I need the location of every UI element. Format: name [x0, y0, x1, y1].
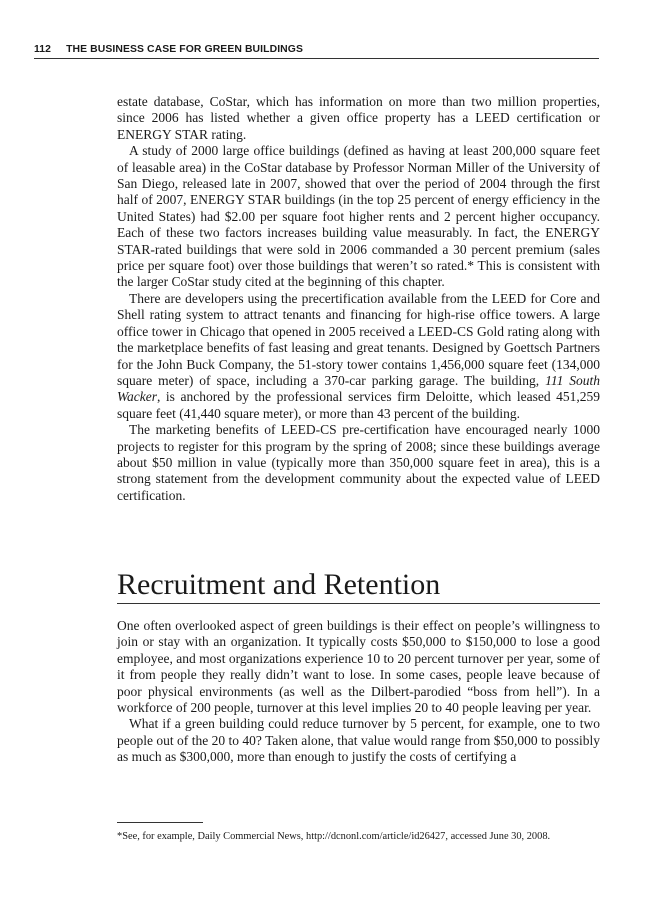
paragraph-leed-cs-text-a: There are developers using the precertification available from the LEED for Core and Shell rating system to attract tenants and financing for high-rise office towers. A large office tower in Chicago that opened in 2005 received a LEED-CS Gold rating along with the marketplace benefits of fast leasing and great tenants. Designed by Goettsch Partners for the John Buck Company, the 51-story tower contains 1,456,000 square feet (134,000 square meter) of space, including a 370-car parking garage. The building,	[117, 290, 600, 388]
running-header	[34, 44, 600, 55]
paragraph-continued: estate database, CoStar, which has information on more than two million properties, since 2006 has listed whether a given office property has a LEED certification or ENERGY STAR rating.	[117, 94, 600, 142]
footnote-rule	[117, 822, 203, 823]
footnote: *See, for example, Daily Commercial News, http://dcnonl.com/article/id26427, accessed June 30, 2008.	[117, 831, 551, 842]
building-name-italic: 111 South Wacker	[117, 372, 600, 405]
page-number: 112	[34, 44, 52, 55]
body-text-top	[117, 94, 600, 504]
header-rule	[34, 58, 599, 59]
body-text-section	[117, 618, 600, 766]
paragraph-leed-cs	[117, 291, 600, 422]
running-title: THE BUSINESS CASE FOR GREEN BUILDINGS	[66, 44, 303, 55]
paragraph-what-if: What if a green building could reduce turnover by 5 percent, for example, one to two people out of the 20 to 40? Taken alone, that value would range from $50,000 to possibly as much as $300,000, more than enough to justify the costs of certifying a	[117, 716, 600, 765]
paragraph-marketing-benefits: The marketing benefits of LEED-CS pre-certification have encouraged nearly 1000 projects to register for this program by the spring of 2008; since these buildings average about $50 million in value (typically more than 350,000 square feet in area), this is a strong statement from the development community about the expected value of LEED certification.	[117, 422, 600, 503]
section-heading: Recruitment and Retention	[117, 568, 600, 604]
paragraph-turnover: One often overlooked aspect of green buildings is their effect on people’s willingness to join or stay with an organization. It typically costs $50,000 to $150,000 to lose a good employee, and most organizations experience 10 to 20 percent turnover per year, some of it from people they really didn’t want to lose. In some cases, people leave because of poor physical environments (as well as the Dilbert-parodied “boss from hell”). In a workforce of 200 people, turnover at this level implies 20 to 40 people leaving per year.	[117, 618, 600, 716]
paragraph-costar-study: A study of 2000 large office buildings (defined as having at least 200,000 square feet of leasable area) in the CoStar database by Professor Norman Miller of the University of San Diego, released late in 2007, showed that over the period of 2004 through the first half of 2007, ENERGY STAR buildings (in the top 25 percent of energy efficiency in the United States) had $2.00 per square foot higher rents and 2 percent higher occupancy. Each of these two factors increases building value measurably. In fact, the ENERGY STAR-rated buildings that were sold in 2006 commanded a 30 percent premium (sales price per square foot) over those buildings that weren’t so rated.* This is consistent with the larger CoStar study cited at the beginning of this chapter.	[117, 143, 600, 290]
paragraph-leed-cs-text-b: , is anchored by the professional services firm Deloitte, which leased 451,259 square feet (41,440 square meter), or more than 43 percent of the building.	[117, 389, 600, 421]
